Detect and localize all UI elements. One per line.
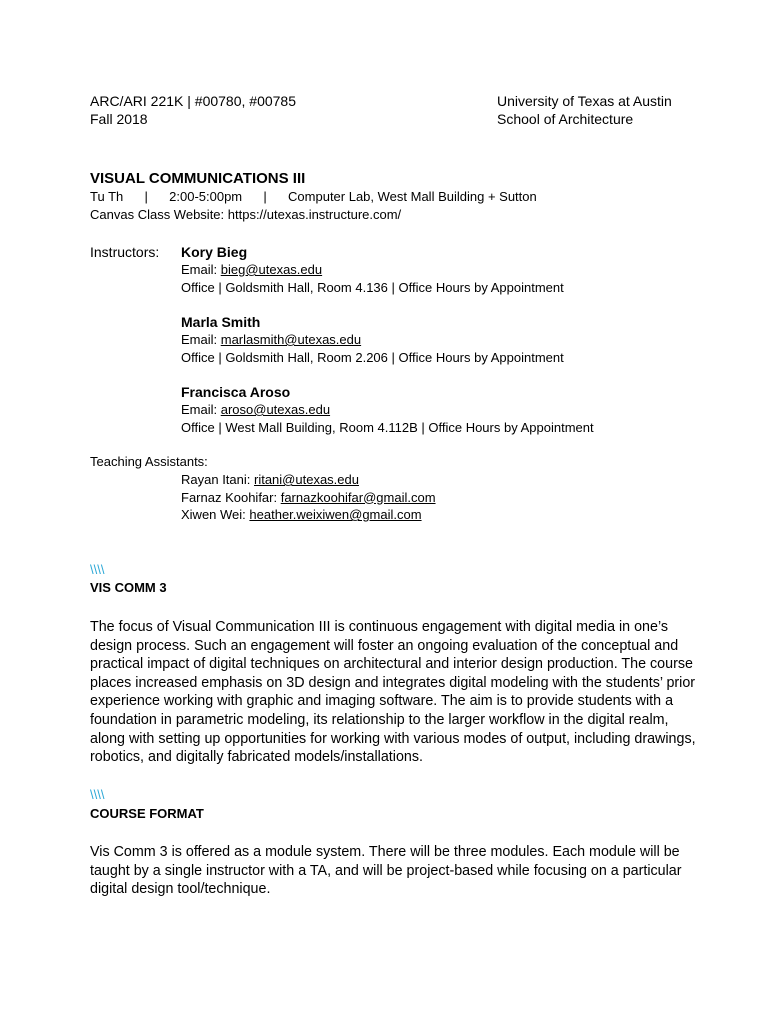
ta-entry: [181, 471, 436, 489]
canvas-website: Canvas Class Website: https://utexas.instructure.com/: [90, 207, 402, 222]
instructor-name: Marla Smith: [181, 314, 261, 330]
paragraph-line: robotics, and digitally fabricated models/installations.: [90, 749, 423, 766]
paragraph-line: practical impact of digital techniques on architectural and interior design production. The course: [90, 656, 693, 673]
ta-entry: [181, 506, 436, 524]
instructor-office: Office | Goldsmith Hall, Room 4.136 | Office Hours by Appointment: [181, 279, 564, 295]
schedule-time: 2:00-5:00pm: [169, 189, 243, 204]
ta-email-link[interactable]: ritani@utexas.edu: [254, 472, 359, 487]
ta-name: Farnaz Koohifar:: [181, 489, 281, 505]
instructor-entry: [181, 383, 594, 436]
ta-list: [181, 471, 436, 524]
course-code: ARC/ARI 221K | #00780, #00785: [90, 93, 297, 109]
instructor-email-link[interactable]: marlasmith@utexas.edu: [220, 332, 362, 347]
paragraph-line: experience working with graphic and imaging software. The aim is to provide students with a: [90, 693, 674, 710]
schedule-separator: |: [144, 189, 148, 204]
schedule-separator: |: [263, 189, 267, 204]
university-name: University of Texas at Austin: [497, 93, 672, 109]
paragraph-line: foundation in parametric modeling, its relationship to the larger workflow in the digital realm,: [90, 711, 669, 728]
schedule-line: [90, 188, 537, 206]
paragraph-line: Vis Comm 3 is offered as a module system. There will be three modules. Each module will be: [90, 844, 680, 860]
section-heading: VIS COMM 3: [90, 580, 167, 595]
instructor-entry: [181, 243, 564, 296]
instructor-name: Francisca Aroso: [181, 384, 291, 400]
section-marker: \\\\: [90, 787, 105, 802]
ta-name: Rayan Itani:: [181, 472, 254, 487]
ta-email-link[interactable]: farnazkoohifar@gmail.com: [280, 489, 436, 505]
paragraph-line: design process. Such an engagement will foster an ongoing evaluation of the conceptual and: [90, 637, 679, 654]
section-marker: \\\\: [90, 562, 105, 577]
instructor-office: Office | Goldsmith Hall, Room 2.206 | Office Hours by Appointment: [181, 349, 564, 365]
term: Fall 2018: [90, 111, 148, 127]
instructor-name: Kory Bieg: [181, 244, 248, 260]
section-body: [90, 618, 696, 767]
paragraph-line: along with setting up opportunities for working with various modes of output, including drawings,: [90, 730, 696, 747]
email-label: Email:: [181, 332, 221, 347]
school-name: School of Architecture: [497, 111, 634, 127]
ta-entry: [181, 489, 436, 507]
paragraph-line: The focus of Visual Communication III is continuous engagement with digital media in one’s: [90, 619, 669, 635]
paragraph-line: taught by a single instructor with a TA, and will be project-based while focusing on a particular: [90, 862, 682, 879]
section-body: [90, 843, 690, 899]
paragraph-line: digital design tool/technique.: [90, 881, 271, 898]
email-label: Email:: [181, 402, 221, 417]
email-label: Email:: [181, 262, 221, 277]
instructor-email-line: [181, 331, 564, 349]
instructor-entry: [181, 313, 564, 366]
instructor-email-line: [181, 401, 594, 419]
instructor-email-link[interactable]: aroso@utexas.edu: [220, 402, 331, 417]
ta-name: Xiwen Wei:: [181, 507, 250, 523]
instructors-label: Instructors:: [90, 244, 160, 260]
instructor-email-link[interactable]: bieg@utexas.edu: [220, 262, 323, 277]
teaching-assistants-label: Teaching Assistants:: [90, 454, 208, 469]
course-title: VISUAL COMMUNICATIONS III: [90, 170, 306, 187]
section-heading: COURSE FORMAT: [90, 806, 204, 821]
instructor-office: Office | West Mall Building, Room 4.112B | Office Hours by Appointment: [181, 419, 594, 435]
paragraph-line: places increased emphasis on 3D design and integrates digital modeling with the students’ prior: [90, 674, 696, 691]
ta-email-link[interactable]: heather.weixiwen@gmail.com: [249, 507, 422, 523]
schedule-location: Computer Lab, West Mall Building + Sutton: [288, 189, 537, 204]
instructor-email-line: [181, 261, 564, 279]
schedule-days: Tu Th: [90, 189, 124, 204]
